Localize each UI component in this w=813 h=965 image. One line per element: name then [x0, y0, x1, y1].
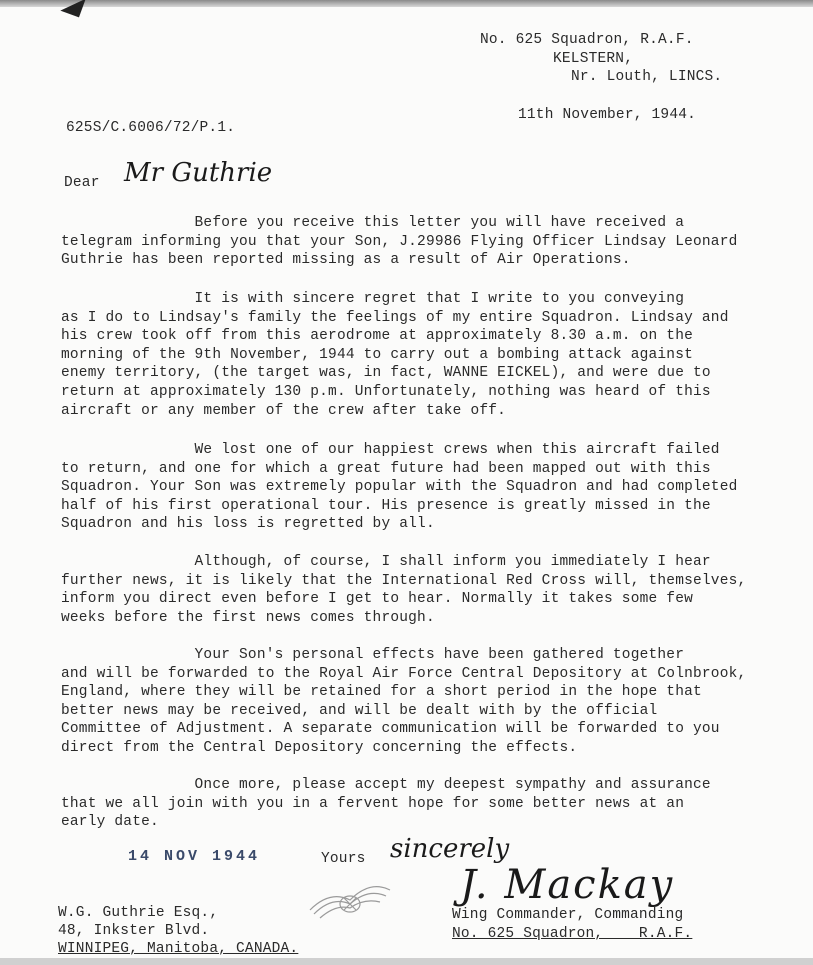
- body-line: better news may be received, and will be dealt with by the official: [61, 702, 658, 719]
- body-line: and will be forwarded to the Royal Air Force Central Depository at Colnbrook,: [61, 665, 747, 682]
- body-line: Before you receive this letter you will have received a: [61, 215, 685, 231]
- body-line: England, where they will be retained for a short period in the hope that: [61, 684, 702, 701]
- body-line: further news, it is likely that the International Red Cross will, themselves,: [61, 572, 747, 589]
- closing-yours: Yours: [321, 851, 366, 867]
- body-line: weeks before the first news comes through.: [61, 609, 435, 626]
- body-line: that we all join with you in a fervent hope for some better news at an: [61, 795, 685, 812]
- signatory-unit: No. 625 Squadron, R.A.F.: [452, 926, 693, 942]
- body-line: morning of the 9th November, 1944 to carry out a bombing attack against: [61, 346, 694, 363]
- signatory-title: Wing Commander, Commanding: [452, 907, 684, 923]
- received-date-stamp: 14 NOV 1944: [128, 848, 261, 865]
- header-date: 11th November, 1944.: [518, 107, 697, 123]
- body-line: his crew took off from this aerodrome at approximately 8.30 a.m. on the: [61, 328, 694, 345]
- body-line: enemy territory, (the target was, in fact, WANNE EICKEL), and were due to: [61, 365, 711, 382]
- body-line: return at approximately 130 p.m. Unfortunately, nothing was heard of this: [61, 384, 711, 400]
- closing-sincerely-handwritten: sincerely: [390, 834, 510, 864]
- body-line: Squadron and his loss is regretted by all.: [61, 516, 435, 533]
- recipient-street: 48, Inkster Blvd.: [58, 923, 210, 939]
- body-line: Once more, please accept my deepest sympathy and assurance: [61, 777, 711, 793]
- embossed-wings-seal-icon: [300, 870, 400, 930]
- header-location: Nr. Louth, LINCS.: [571, 69, 723, 85]
- body-line: We lost one of our happiest crews when this aircraft failed: [61, 442, 720, 458]
- header-squadron: No. 625 Squadron, R.A.F.: [480, 32, 694, 48]
- body-line: direct from the Central Depository concerning the effects.: [61, 740, 578, 756]
- signature-handwritten: J. Mackay: [460, 862, 675, 908]
- body-line: to return, and one for which a great future had been mapped out with this: [61, 460, 711, 477]
- body-line: half of his first operational tour. His presence is greatly missed in the: [61, 497, 711, 514]
- header-station: KELSTERN,: [553, 51, 634, 67]
- header-reference: 625S/C.6006/72/P.1.: [66, 120, 236, 136]
- body-line: Although, of course, I shall inform you immediately I hear: [61, 554, 711, 570]
- body-line: telegram informing you that your Son, J.29986 Flying Officer Lindsay Leonard: [61, 233, 738, 250]
- body-line: Committee of Adjustment. A separate communication will be forwarded to you: [61, 721, 720, 738]
- body-line: early date.: [61, 814, 159, 831]
- body-line: as I do to Lindsay's family the feelings of my entire Squadron. Lindsay and: [61, 309, 729, 326]
- recipient-name: W.G. Guthrie Esq.,: [58, 905, 219, 921]
- body-line: Guthrie has been reported missing as a result of Air Operations.: [61, 252, 631, 269]
- body-line: aircraft or any member of the crew after take off.: [61, 402, 507, 419]
- body-line: It is with sincere regret that I write to you conveying: [61, 291, 685, 307]
- body-line: Your Son's personal effects have been gathered together: [61, 647, 685, 663]
- salutation-dear: Dear: [64, 175, 100, 191]
- scan-top-edge: [0, 0, 813, 7]
- salutation-handwritten-name: Mr Guthrie: [124, 158, 273, 188]
- body-line: inform you direct even before I get to hear. Normally it takes some few: [61, 591, 694, 608]
- scan-bottom-edge: [0, 958, 813, 965]
- body-line: Squadron. Your Son was extremely popular with the Squadron and had completed: [61, 479, 738, 496]
- recipient-city: WINNIPEG, Manitoba, CANADA.: [58, 941, 299, 957]
